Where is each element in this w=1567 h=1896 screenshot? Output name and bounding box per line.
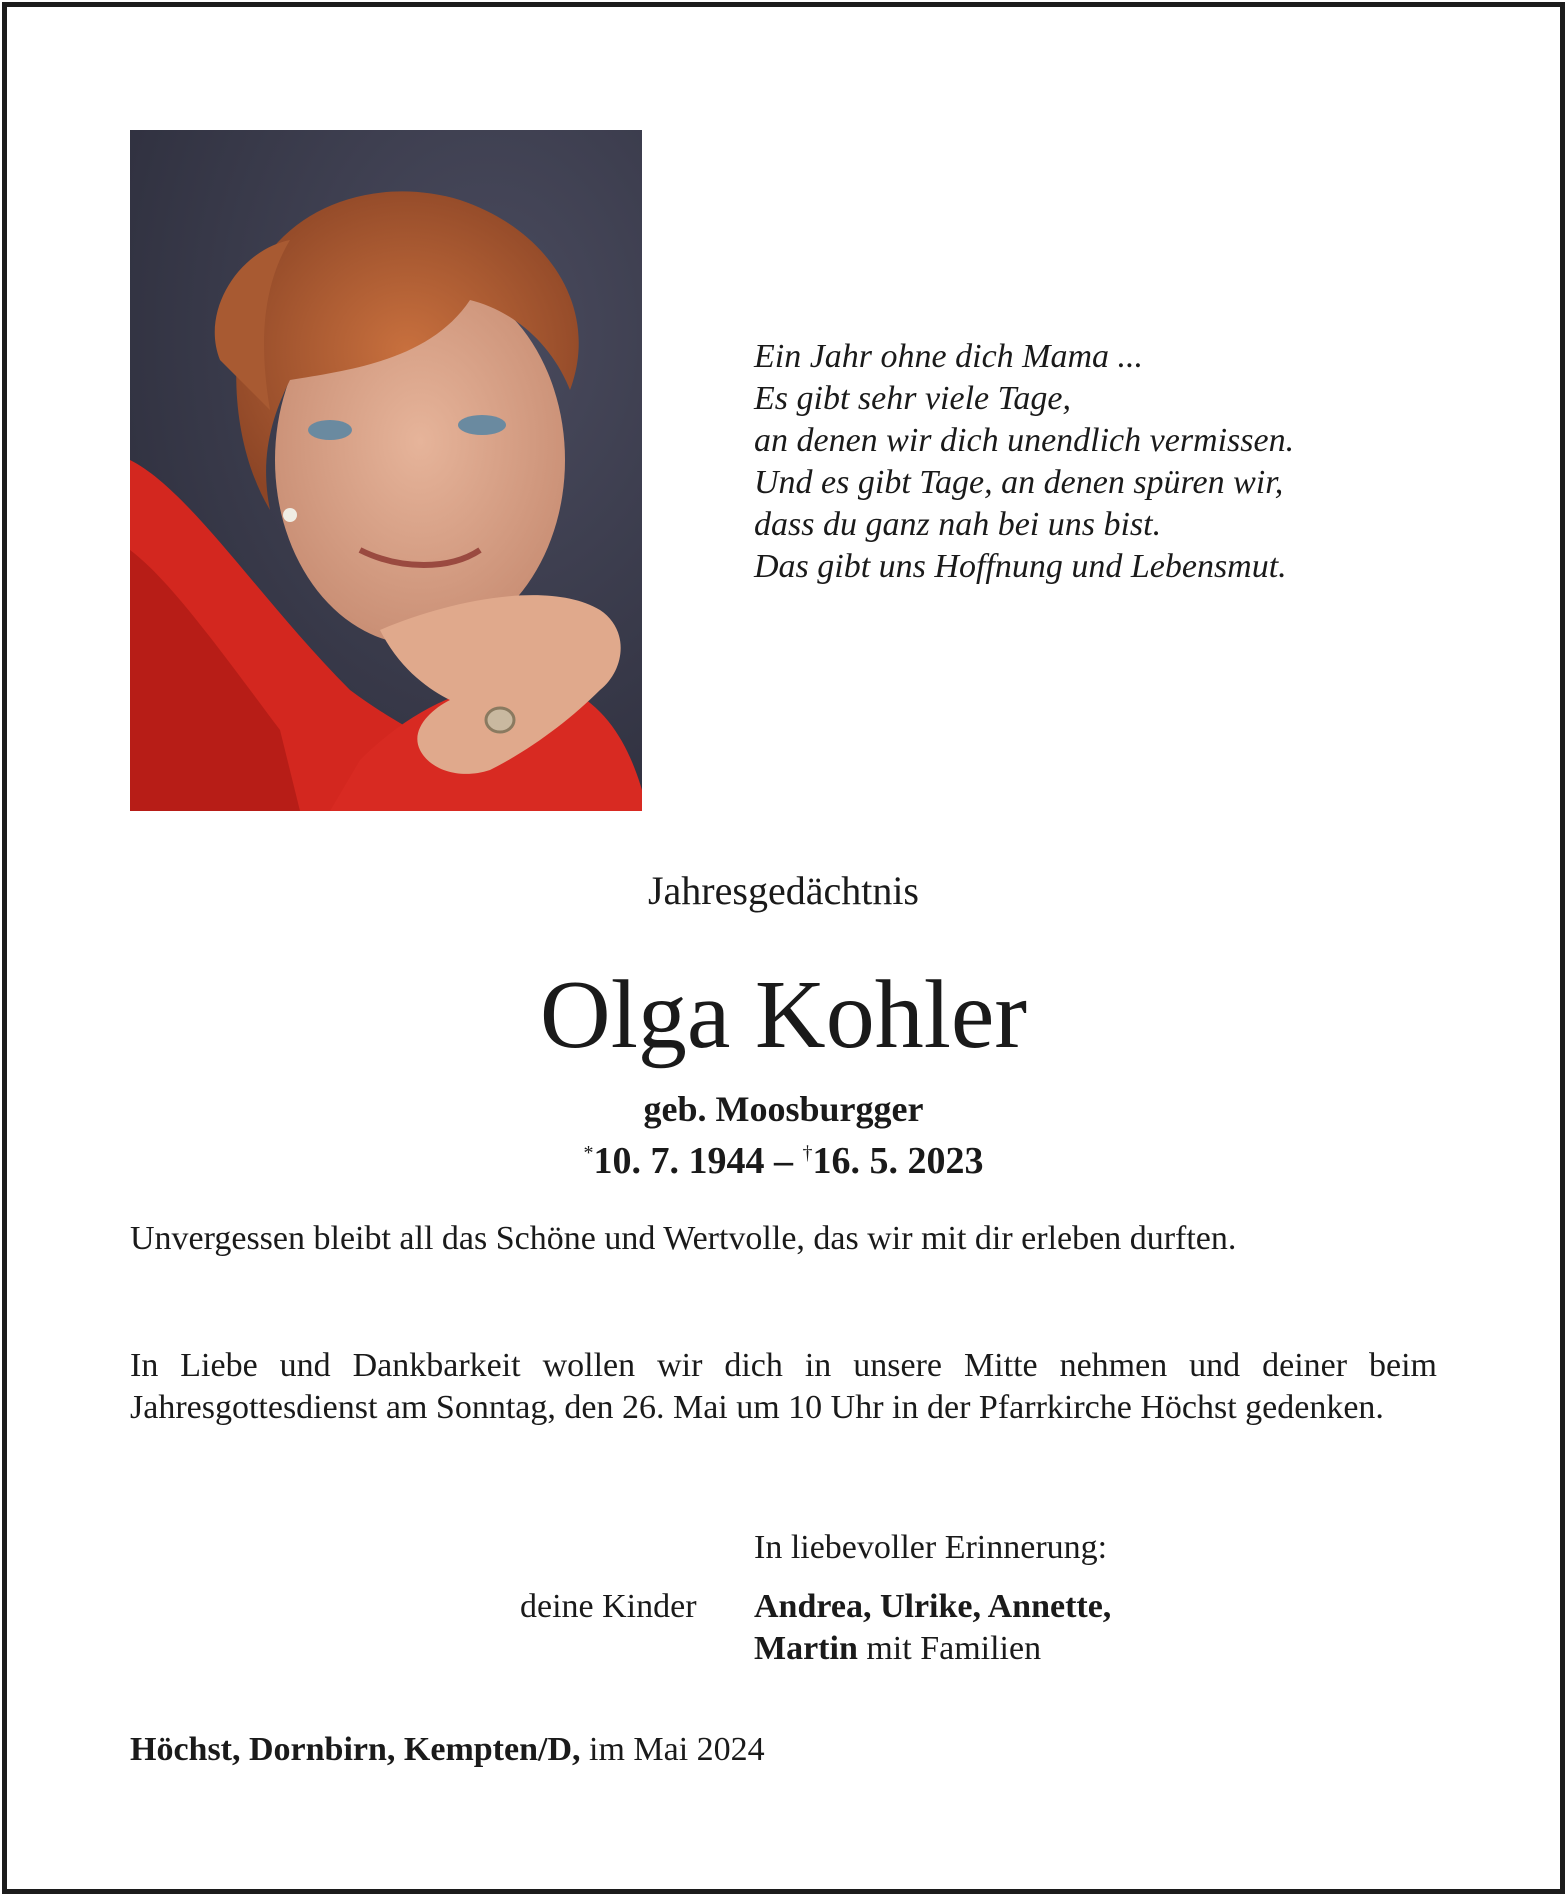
- kids-name-last: Martin: [754, 1630, 858, 1667]
- places-date-line: [130, 1729, 765, 1771]
- portrait-image: [130, 130, 642, 811]
- birth-name: geb. Moosburgger: [643, 1089, 924, 1129]
- kids-suffix: mit Familien: [857, 1630, 1042, 1667]
- poem-line: Ein Jahr ohne dich Mama ...: [754, 338, 1144, 375]
- date-dash: –: [764, 1140, 803, 1182]
- poem-line: an denen wir dich unendlich vermissen.: [754, 422, 1295, 459]
- death-symbol: †: [802, 1142, 813, 1164]
- life-dates: [0, 1131, 1567, 1183]
- date-text: im Mai 2024: [580, 1731, 765, 1768]
- places: Höchst, Dornbirn, Kempten/D,: [130, 1731, 581, 1768]
- kids-label: deine Kinder: [520, 1588, 697, 1625]
- birth-date: 10. 7. 1944: [593, 1140, 765, 1182]
- poem-line: dass du ganz nah bei uns bist.: [754, 506, 1162, 543]
- kids-names-line: Andrea, Ulrike, Annette,: [754, 1588, 1112, 1625]
- occasion-heading: Jahresgedächtnis: [647, 868, 919, 913]
- poem-line: Und es gibt Tage, an denen spüren wir,: [754, 464, 1284, 501]
- poem-line: Es gibt sehr viele Tage,: [754, 380, 1071, 417]
- poem-line: Das gibt uns Hoffnung und Lebensmut.: [754, 548, 1287, 585]
- deceased-name: Olga Kohler: [539, 961, 1028, 1069]
- remembrance-paragraph: Unvergessen bleibt all das Schöne und Wertvolle, das wir mit dir erleben durften.: [130, 1220, 1237, 1257]
- birth-symbol: *: [583, 1142, 594, 1164]
- poem: [754, 336, 1454, 588]
- service-paragraph: In Liebe und Dankbarkeit wollen wir dich in unsere Mitte nehmen und deiner beim Jahresgottesdienst am Sonntag, den 26. Mai um 10 Uhr in der Pfarrkirche Höchst gedenken.: [130, 1347, 1437, 1426]
- memory-line: In liebevoller Erinnerung:: [754, 1529, 1108, 1566]
- death-date: 16. 5. 2023: [812, 1140, 984, 1182]
- portrait-photo: [130, 130, 642, 811]
- kids-names: [754, 1586, 1111, 1670]
